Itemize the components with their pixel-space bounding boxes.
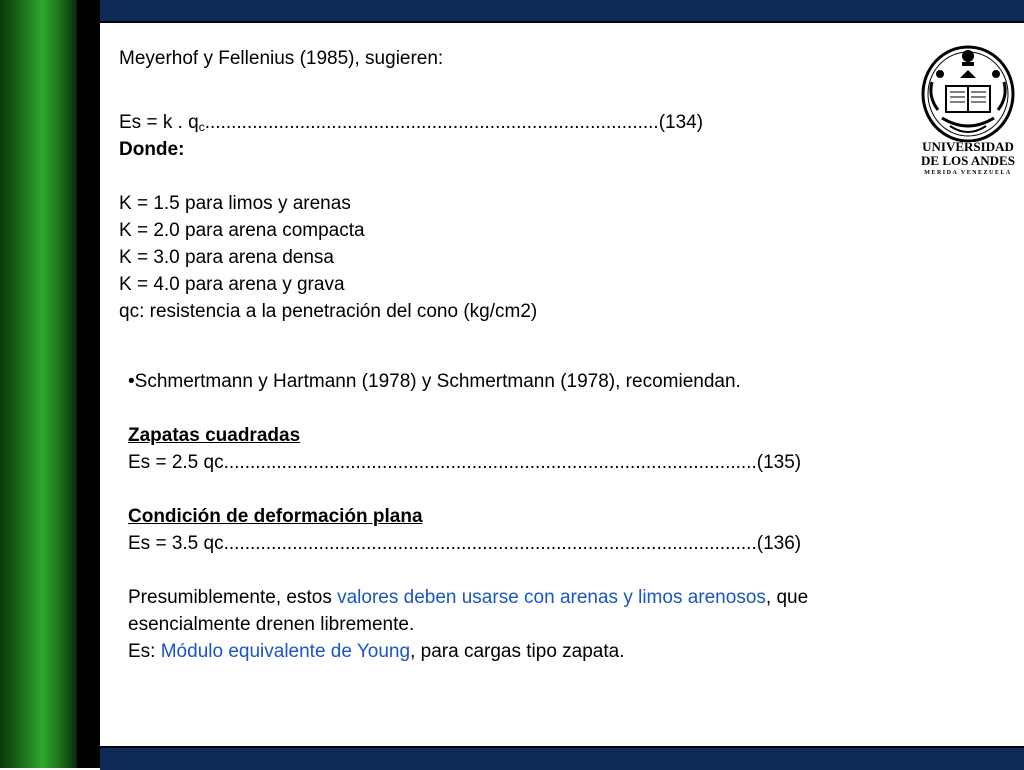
es-suffix: , para cargas tipo zapata. [410,641,625,662]
presum-text-a: Presumiblemente, estos [128,587,338,608]
equation-136: Es = 3.5 qc.....................................................................................................(136) [128,533,802,554]
qc-definition: qc: resistencia a la penetración del cono (kg/cm2) [119,301,538,322]
equation-135: Es = 2.5 qc.....................................................................................................(135) [128,452,802,473]
eq134-subscript: c [198,120,205,134]
presumiblemente-line [128,584,808,611]
zapatas-heading: Zapatas cuadradas [128,425,301,446]
k-line: K = 1.5 para limos y arenas [119,193,351,214]
top-navy-band [100,0,1024,23]
plana-heading: Condición de deformación plana [128,506,423,527]
eq134-lhs: Es = k . q [119,112,199,133]
presumiblemente-line-2: esencialmente drenen libremente. [128,614,415,635]
presum-highlight: valores deben usarse con arenas y limos arenosos [337,587,766,608]
es-definition [128,638,625,665]
k-line: K = 3.0 para arena densa [119,247,334,268]
equation-134 [119,109,703,136]
schmertmann-intro: •Schmertmann y Hartmann (1978) y Schmertmann (1978), recomiendan. [128,371,741,392]
presum-text-b: , que [765,587,809,608]
logo-line-1: UNIVERSIDAD [922,139,1014,154]
eq134-number: (134) [658,112,704,133]
es-prefix: Es: [128,641,161,662]
k-line: K = 2.0 para arena compacta [119,220,365,241]
meyerhof-title: Meyerhof y Fellenius (1985), sugieren: [119,48,444,69]
es-highlight: Módulo equivalente de Young [160,641,411,662]
k-line: K = 4.0 para arena y grava [119,274,345,295]
university-logo [920,42,1016,182]
bottom-navy-band [100,746,1024,770]
logo-line-2: DE LOS ANDES [921,153,1015,168]
green-side-bar [0,0,77,768]
eq134-dots: ...................................................................................... [204,112,659,133]
logo-line-3: MERIDA VENEZUELA [924,170,1012,176]
donde-label: Donde: [119,139,185,160]
university-seal-icon [920,42,1016,142]
